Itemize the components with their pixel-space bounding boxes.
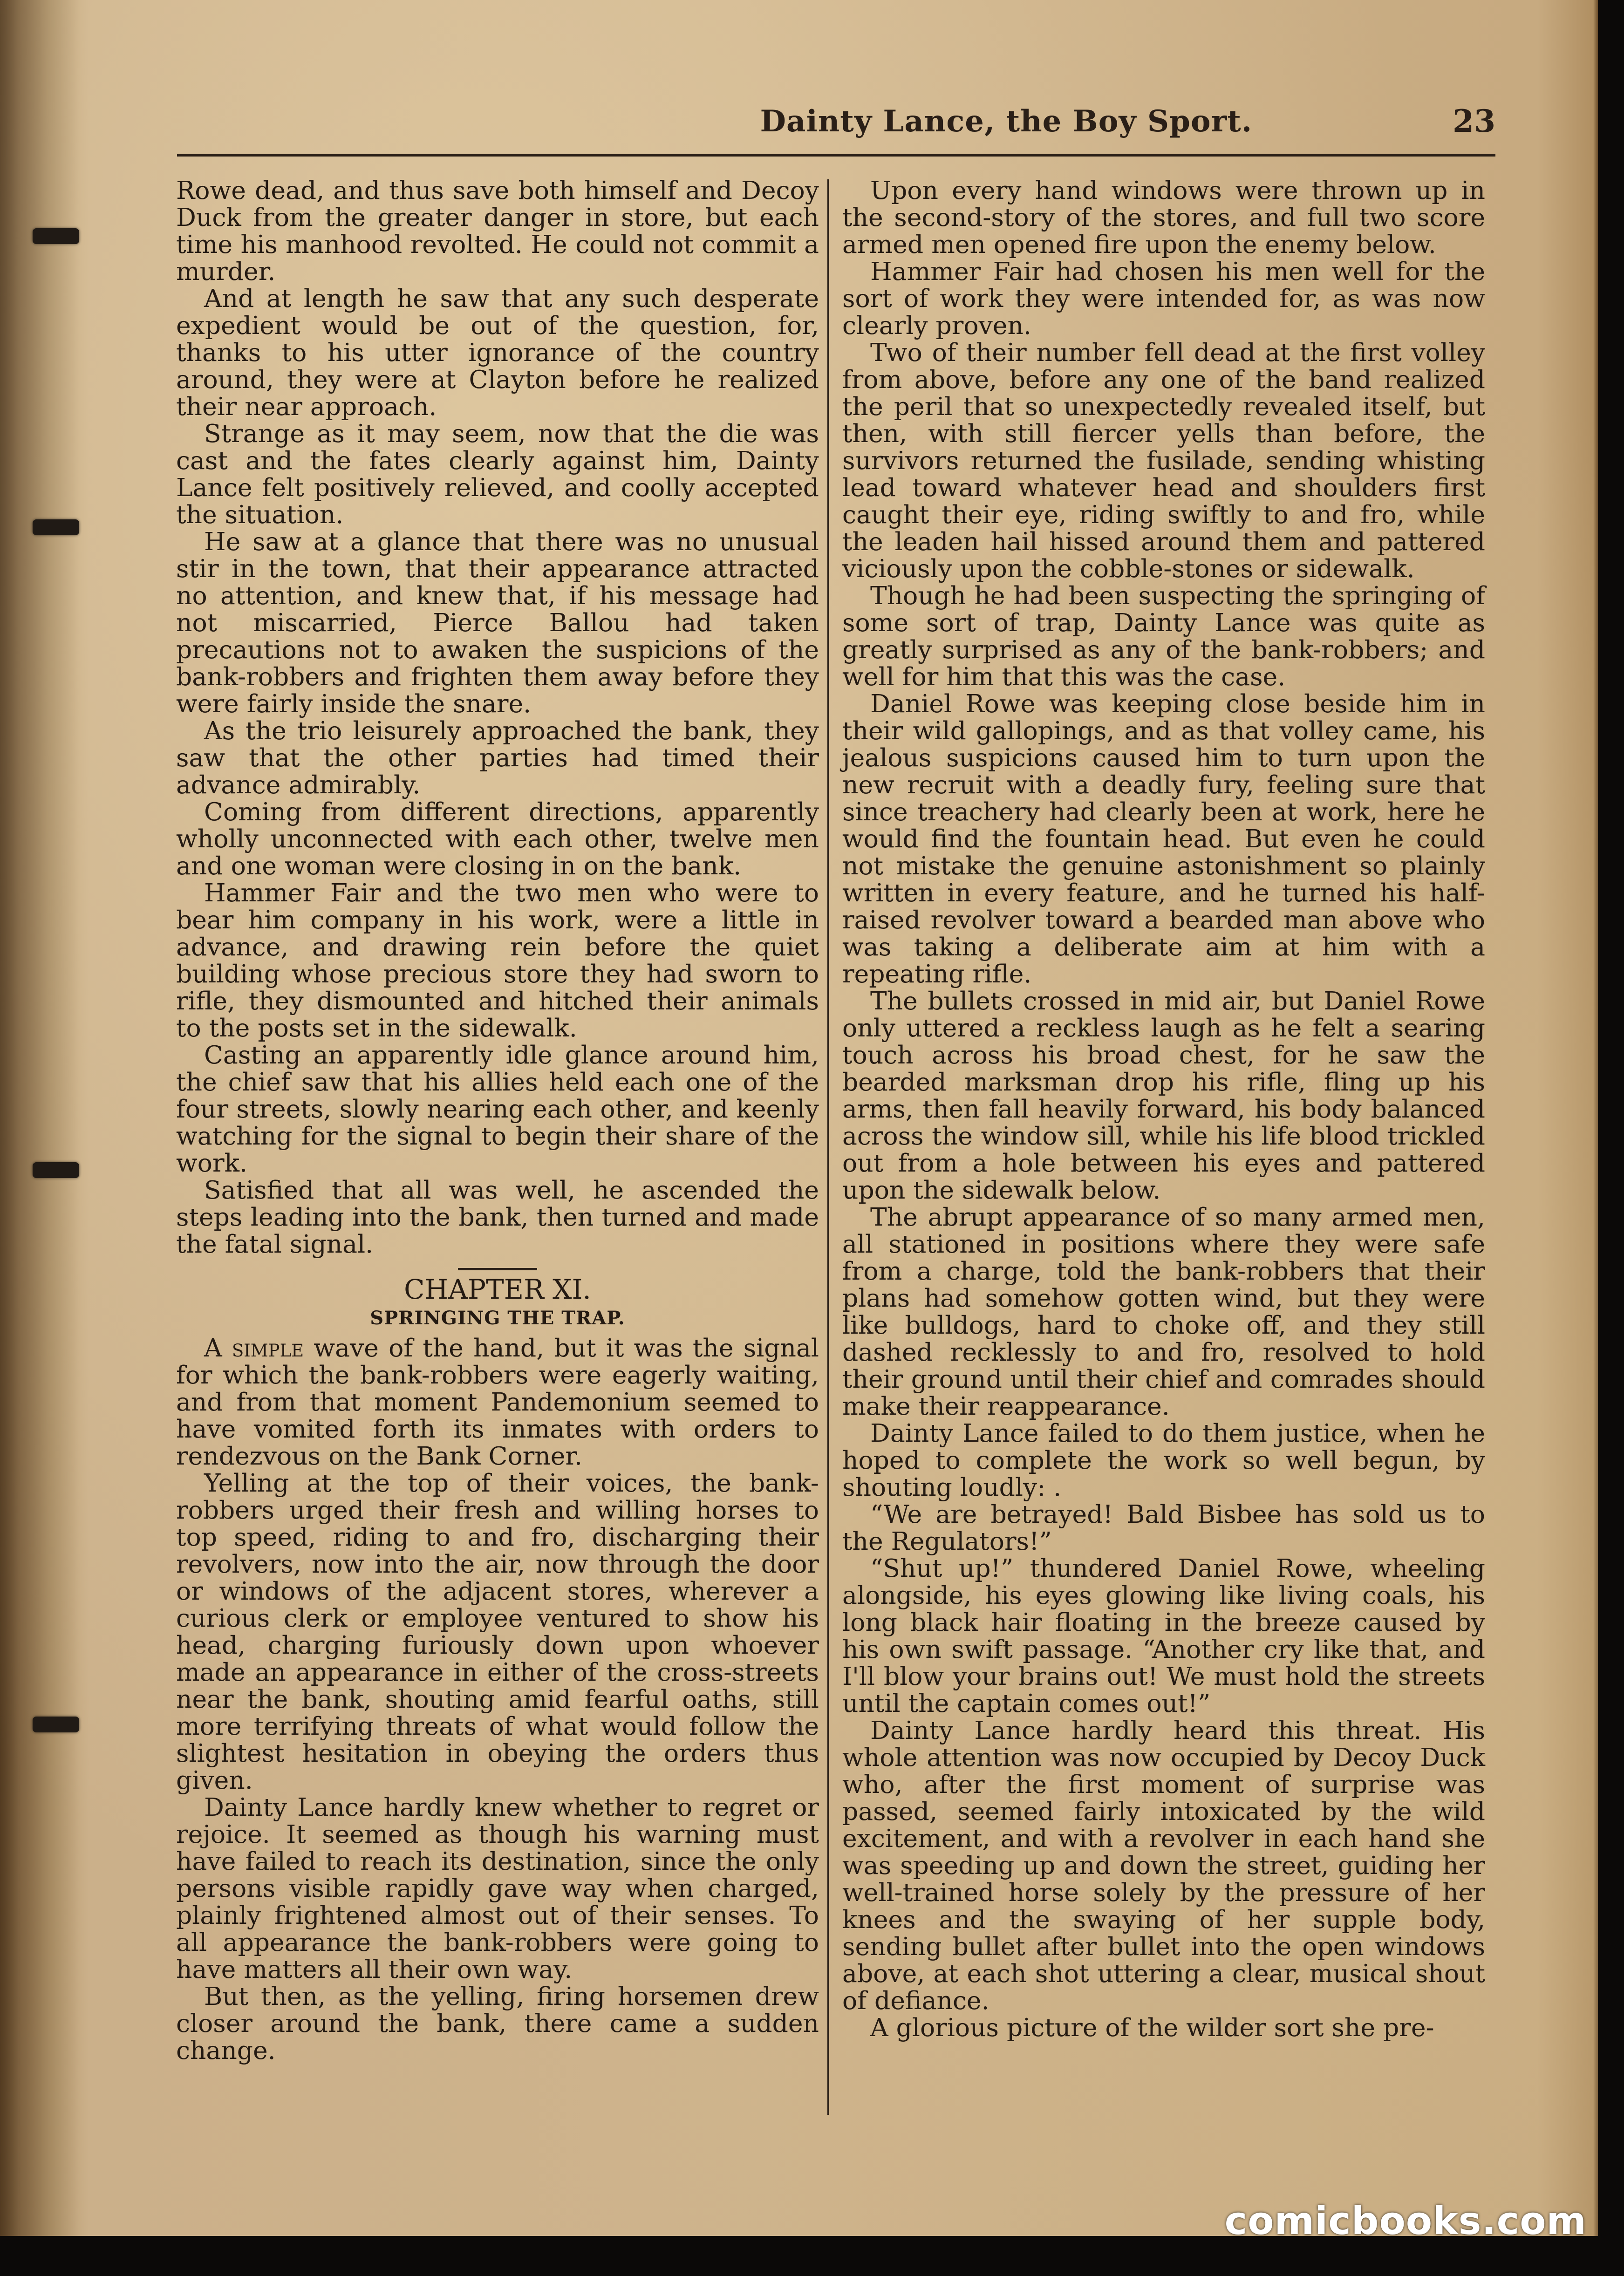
header-rule — [177, 154, 1495, 157]
chapter-heading: CHAPTER XI. — [404, 1274, 591, 1305]
paragraph: Dainty Lance hardly knew whether to regret or rejoice. It seemed as though his warning must have failed to reach its destination, since the only persons visible rapidly gave way when charged, plainly frightened almost out of their senses. To all appearance the bank-robbers were going to have matters all their own way. — [176, 1792, 819, 1984]
paragraph: Hammer Fair had chosen his men well for the sort of work they were intended for, as was now clearly proven. — [842, 257, 1485, 340]
running-header — [177, 95, 1495, 147]
paragraph: Upon every hand windows were thrown up in the second-story of the stores, and full two score armed men opened fire upon the enemy below. — [842, 176, 1485, 259]
paragraph: Satisfied that all was well, he ascended the steps leading into the bank, then turned and made the fatal signal. — [176, 1175, 819, 1259]
paragraph: Two of their number fell dead at the first volley from above, before any one of the band realized the peril that so unexpectedly revealed itself, but then, with still fiercer yells than before, the survivors returned the fusilade, sending whisting lead toward whatever head and shoulders first caught their eye, riding swiftly to and fro, while the leaden hail hissed around them and pattered viciously upon the cobble-stones or sidewalk. — [842, 338, 1485, 583]
binding-staple — [33, 1717, 79, 1732]
paragraph: Hammer Fair and the two men who were to bear him company in his work, were a little in advance, and drawing rein before the quiet building whose precious store they had sworn to rifle, they dismounted and hitched their animals to the posts set in the sidewalk. — [176, 878, 819, 1043]
paragraph: Though he had been suspecting the springing of some sort of trap, Dainty Lance was quite as greatly surprised as any of the bank-robbers; and well for him that this was the case. — [842, 581, 1485, 691]
paragraph: The bullets crossed in mid air, but Daniel Rowe only uttered a reckless laugh as he felt a searing touch across his broad chest, for he saw the bearded marksman drop his rifle, fling up his arms, then fall heavily forward, his body balanced across the window sill, while his life blood trickled out from a hole between his eyes and pattered upon the sidewalk below. — [842, 986, 1485, 1205]
paragraph: Daniel Rowe was keeping close beside him in their wild gallopings, and as that volley came, his jealous suspicions caused him to turn upon the new recruit with a deadly fury, feeling sure that since treachery had clearly been at work, here he would find the fountain head. But even he could not mistake the genuine astonishment so plainly written in every feature, and he turned his half-raised revolver toward a bearded man above who was taking a deliberate aim at him with a repeating rifle. — [842, 689, 1485, 988]
paragraph: As the trio leisurely approached the bank, they saw that the other parties had timed their advance admirably. — [176, 716, 819, 799]
page-number: 23 — [1453, 103, 1495, 139]
paragraph: Dainty Lance hardly heard this threat. His whole attention was now occupied by Decoy Duck who, after the first moment of surprise was passed, seemed fairly intoxicated by the wild excitement, and with a revolver in each hand she was speeding up and down the street, guiding her well-trained horse solely by the pressure of her knees and the swaying of her supple body, sending bullet after bullet into the open windows above, at each shot uttering a clear, musical shout of defiance. — [842, 1716, 1485, 2015]
binding-staple — [33, 228, 79, 244]
paragraph-text: wave of the hand, but it was the signal for which the bank-robbers were eagerly waiting, and from that moment Pandemonium seemed to have vomited forth its inmates with orders to rendezvous on the Bank Corner. — [176, 1333, 819, 1471]
paragraph: Yelling at the top of their voices, the bank-robbers urged their fresh and willing horses to top speed, riding to and fro, discharging their revolvers, now into the air, now through the door or windows of the adjacent stores, wherever a curious clerk or employee ventured to show his head, charging furiously down upon whoever made an appearance in either of the cross-streets near the bank, shouting amid fearful oaths, still more terrifying threats of what would follow the slightest hesitation in obeying the orders thus given. — [176, 1468, 819, 1795]
spine-shadow — [0, 0, 79, 2236]
running-title: Dainty Lance, the Boy Sport. — [760, 103, 1253, 139]
column-divider — [827, 179, 829, 2115]
paragraph: A glorious picture of the wilder sort she pre- — [870, 2013, 1434, 2042]
left-column — [176, 177, 819, 2064]
right-column — [842, 177, 1485, 2041]
paragraph — [176, 1335, 819, 1470]
watermark-text: comicbooks.com — [1224, 2199, 1587, 2243]
section-divider — [458, 1268, 537, 1270]
paragraph: Dainty Lance failed to do them justice, when he hoped to complete the work so well begun, by shouting loudly: . — [842, 1418, 1485, 1502]
paragraph: He saw at a glance that there was no unusual stir in the town, that their appearance attracted no attention, and knew that, if his message had not miscarried, Pierce Ballou had taken precautions not to awaken the suspicions of the bank-robbers and frighten them away before they were fairly inside the snare. — [176, 527, 819, 718]
paragraph: The abrupt appearance of so many armed men, all stationed in positions where they were safe from a charge, told the bank-robbers that their plans had somehow gotten wind, but they were like bulldogs, hard to choke off, and they still dashed recklessly to and fro, resolved to hold their ground until their chief and comrades should make their reappearance. — [842, 1202, 1485, 1421]
paragraph: And at length he saw that any such desperate expedient would be out of the question, for, thanks to his utter ignorance of the country around, they were at Clayton before he realized their near approach. — [176, 284, 819, 421]
chapter-subtitle: SPRINGING THE TRAP. — [370, 1307, 625, 1329]
paragraph: Coming from different directions, apparently wholly unconnected with each other, twelve men and one woman were closing in on the bank. — [176, 797, 819, 880]
paragraph: Strange as it may seem, now that the die was cast and the fates clearly against him, Dainty Lance felt positively relieved, and coolly accepted the situation. — [176, 419, 819, 529]
paragraph: Rowe dead, and thus save both himself and Decoy Duck from the greater danger in store, but each time his manhood revolted. He could not commit a murder. — [176, 176, 819, 286]
paragraph: “Shut up!” thundered Daniel Rowe, wheeling alongside, his eyes glowing like living coals, his long black hair floating in the breeze caused by his own swift passage. “Another cry like that, and I'll blow your brains out! We must hold the streets until the captain comes out!” — [842, 1554, 1485, 1718]
paragraph: Casting an apparently idle glance around him, the chief saw that his allies held each one of the four streets, slowly nearing each other, and keenly watching for the signal to begin their share of the work. — [176, 1040, 819, 1178]
binding-staple — [33, 1162, 79, 1178]
binding-staple — [33, 519, 79, 535]
paragraph: “We are betrayed! Bald Bisbee has sold us to the Regulators!” — [842, 1499, 1485, 1556]
lead-in-words: A simple — [204, 1333, 304, 1363]
paragraph: But then, as the yelling, firing horsemen drew closer around the bank, there came a sudden change. — [176, 1982, 819, 2065]
